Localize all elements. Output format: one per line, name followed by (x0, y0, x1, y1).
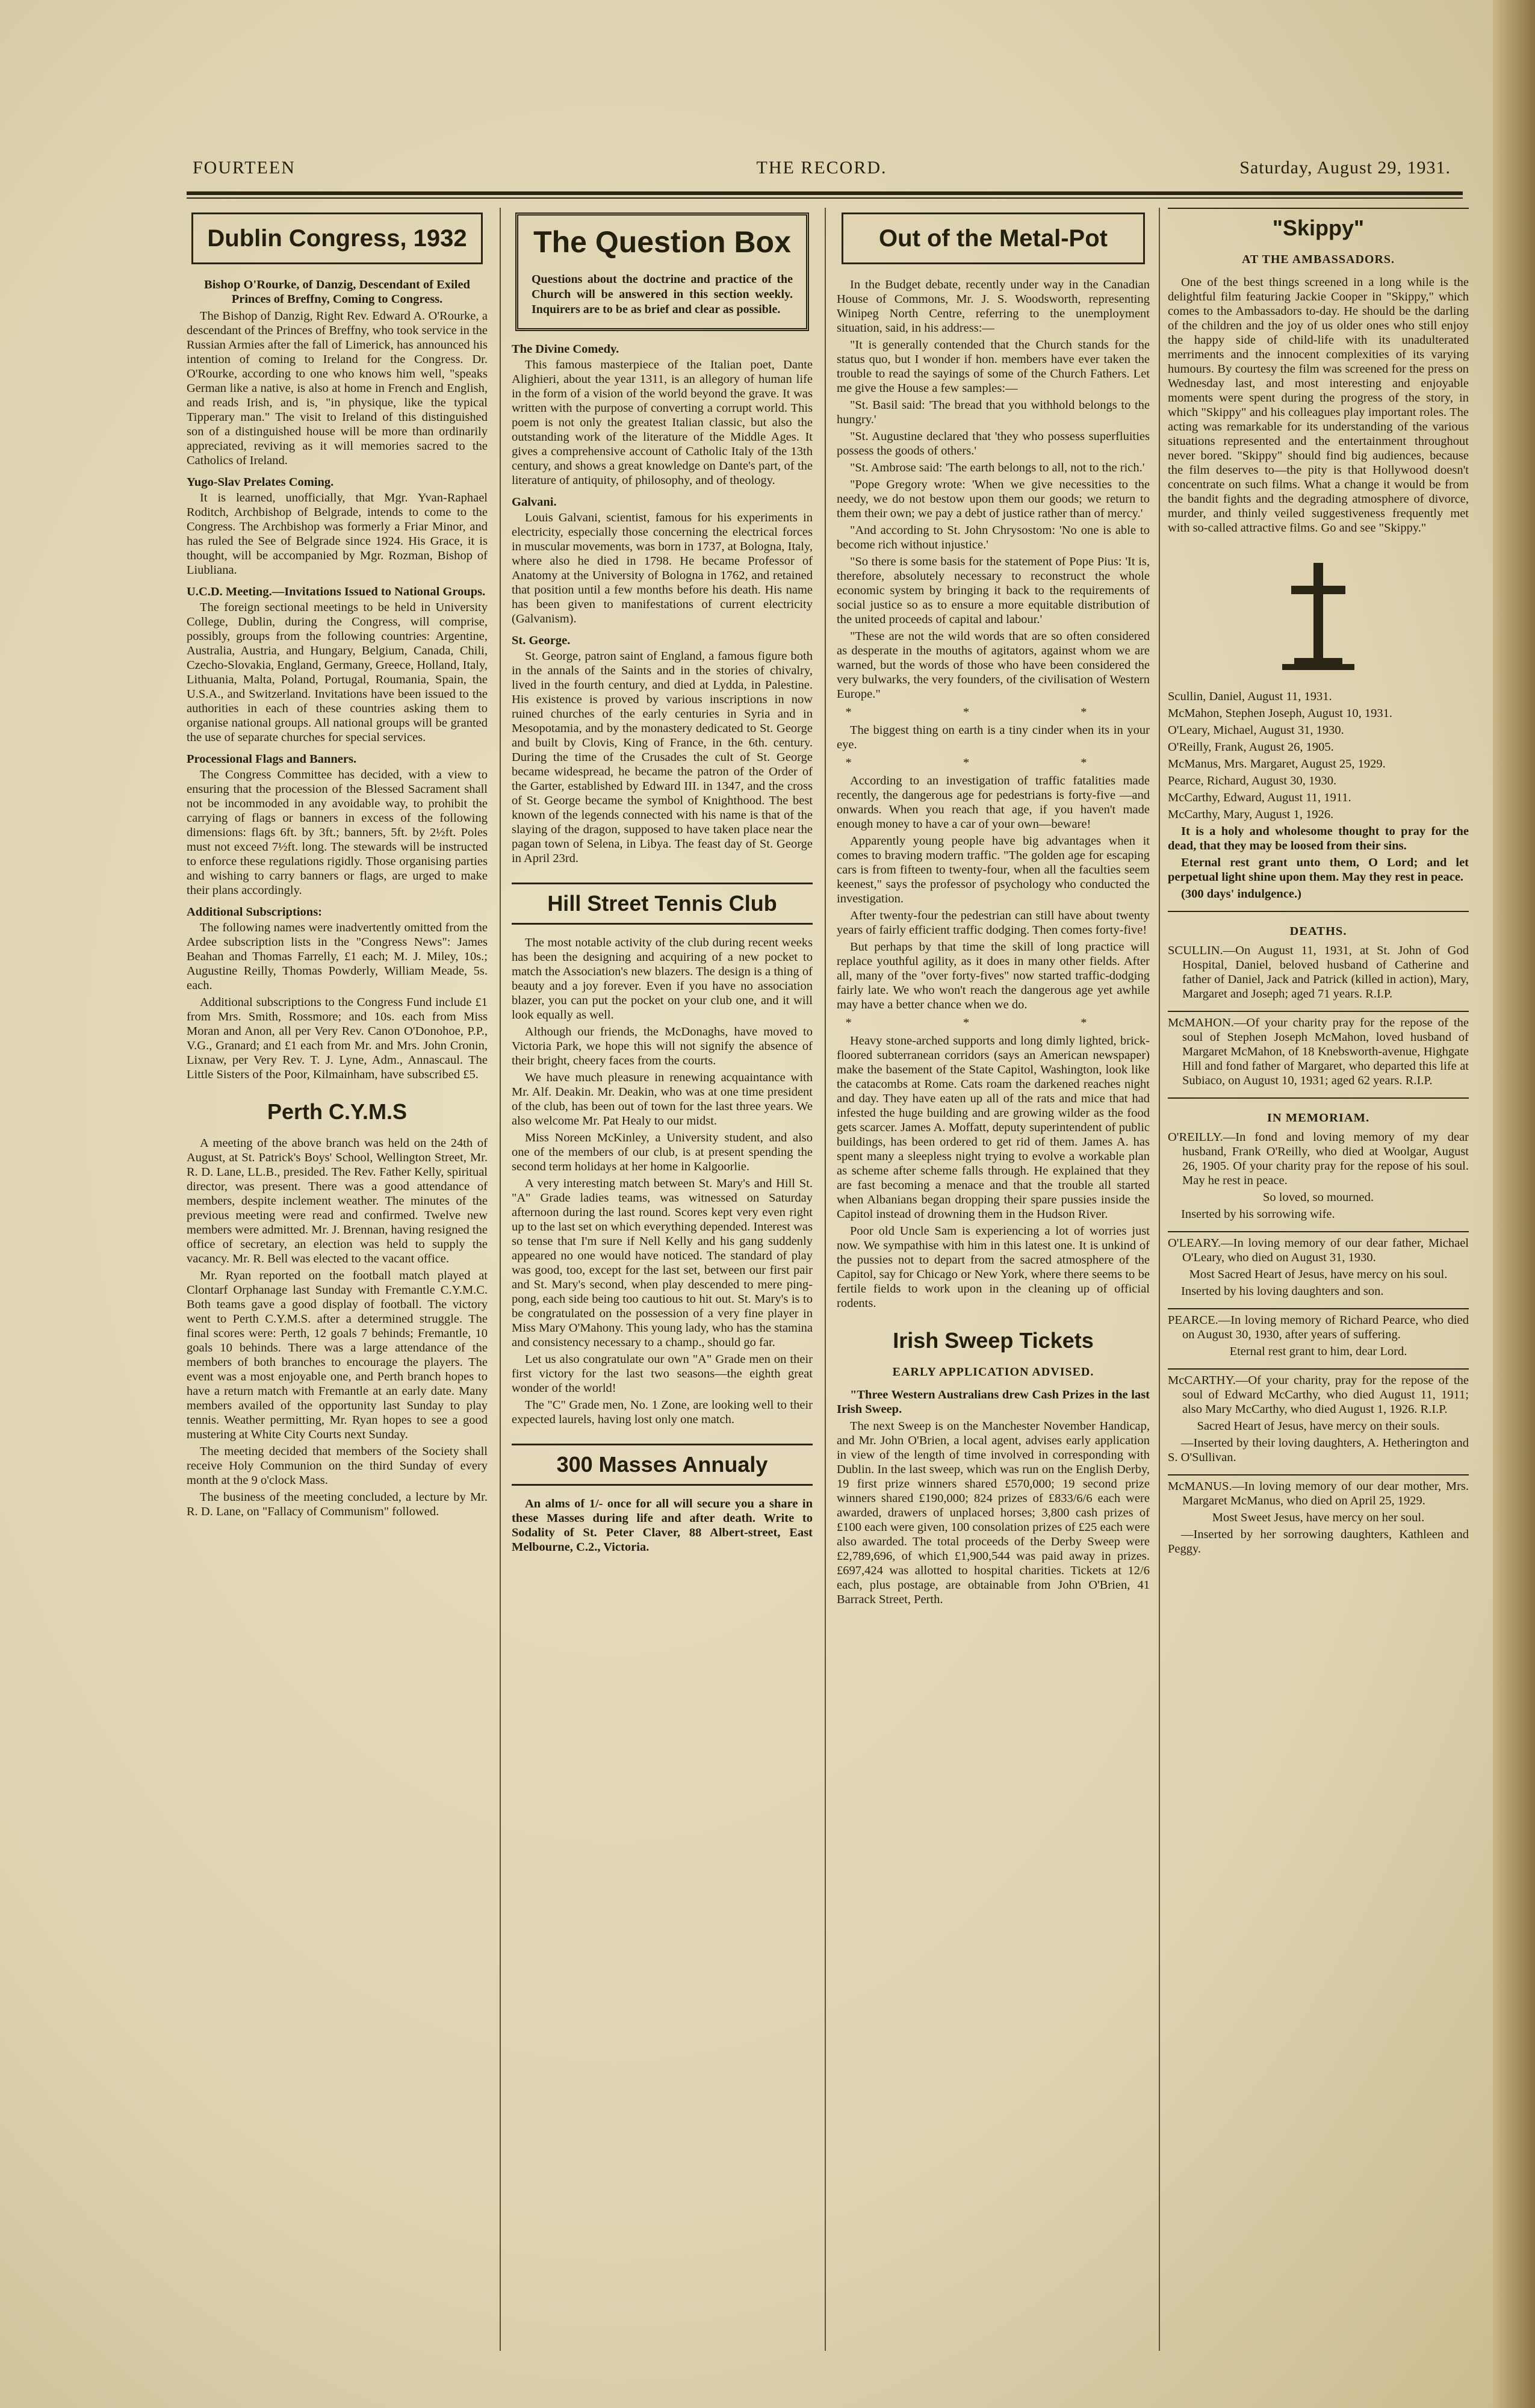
st-george-heading: St. George. (512, 634, 571, 647)
metal-pot-paragraph: The biggest thing on earth is a tiny cinder when its in your eye. (837, 724, 1150, 751)
metal-pot-paragraph: "St. Ambrose said: 'The earth belongs to all, not to the rich.' (850, 461, 1145, 474)
metal-pot-paragraph: In the Budget debate, recently under way in the Canadian House of Commons, Mr. J. S. Woodsworth, representing Winipeg North Centre, referring to the unemployment situation, said, in his address:— (837, 278, 1150, 335)
st-george-paragraph: St. George, patron saint of England, a famous figure both in the annals of the Saints and in the stories of chivalry, lived in the fourth century, and died at Lydda, in Palestine. His existence is proved by various inscriptions in now ruined churches of the early centuries in Syria and in Mesopotamia, and by the monastery dedicated to St. George and built by Clovis, King of France, in the 6th. century. During the time of the Crusades the cult of St. George became widespread, he became the patron of the Order of the Garter, established by Edward III. in 1347, and the cross of St. George became the symbol of Knighthood. The best known of the legends connected with his name is that of the slaying of the dragon, supposed to have taken place near the pagan town of Selena, in Libya. The feast day of St. George in April 23rd. (512, 650, 813, 865)
column-2 (512, 208, 813, 2369)
tennis-paragraph: Let us also congratulate our own "A" Grade men on their first victory for the last two seasons—the eighth great wonder of the world! (512, 1353, 813, 1395)
memoriam-verse: Most Sacred Heart of Jesus, have mercy on his soul. (1189, 1268, 1448, 1281)
metal-pot-paragraph: "St. Basil said: 'The bread that you withhold belongs to the hungry.' (837, 399, 1150, 426)
divider (1168, 1231, 1469, 1232)
binding-edge (1493, 0, 1535, 2408)
tennis-paragraph: Miss Noreen McKinley, a University student, and also one of the members of our club, is at present spending the second term holidays at her home in Kalgoorlie. (512, 1131, 813, 1173)
perth-paragraph: The business of the meeting concluded, a lecture by Mr. R. D. Lane, on "Fallacy of Communism" followed. (187, 1491, 488, 1518)
running-head (193, 158, 1451, 182)
anniversary-item: O'Leary, Michael, August 31, 1930. (1168, 724, 1344, 737)
tennis-paragraph: Although our friends, the McDonaghs, have moved to Victoria Park, we hope this will not signify the absence of their bright, cheery faces from the courts. (512, 1025, 813, 1067)
memoriam-verse: Most Sweet Jesus, have mercy on her soul. (1212, 1511, 1425, 1524)
ucd-heading: U.C.D. Meeting.—Invitations Issued to National Groups. (187, 585, 486, 598)
yugo-slav-heading: Yugo-Slav Prelates Coming. (187, 476, 334, 489)
metal-pot-paragraph: "Pope Gregory wrote: 'When we give necessities to the needy, we do not bestow upon them our goods; we return to them their own; we pay a debt of justice rather than of mercy.' (837, 478, 1150, 520)
memoriam-signature: —Inserted by her sorrowing daughters, Kathleen and Peggy. (1168, 1528, 1469, 1556)
anniversary-item: Pearce, Richard, August 30, 1930. (1168, 774, 1337, 787)
tennis-paragraph: A very interesting match between St. Mary's and Hill St. "A" Grade ladies teams, was witnessed on Saturday afternoon during the last round. Scores kept very even right up to the last set on which everything depended. Interest was so tense that I'm sure if Nell Kelly and his gang suddenly appeared no one would have noticed. The standard of play was good, too, except for the last set, between our first pair and St. Mary's second, when play descended to mere ping-pong, each side being too cautious to hit out. St. Mary's is to be congratulated on the possession of a very fine player in Miss Mary O'Mahony. This young lady, who has the stamina and consistency necessary to a champ., should go far. (512, 1177, 813, 1349)
skippy-heading: "Skippy" (1272, 216, 1365, 240)
section-separator: * * * (845, 1016, 1141, 1029)
masses-heading: 300 Masses Annualy (512, 1444, 813, 1486)
metal-pot-paragraph: "These are not the wild words that are so often considered as desperate in the mouths of agitators, against whom we are warned, but the words of those who have been considered the very bulwarks, the very founders, of the civilisation of Western Europe." (837, 630, 1150, 701)
memoriam-verse: So loved, so mourned. (1263, 1191, 1374, 1204)
dublin-paragraph: The Bishop of Danzig, Right Rev. Edward A. O'Rourke, a descendant of the Princes of Breffny, who took service in the Russian Armies after the fall of Limerick, has announced his intention of coming to Ireland for the Congress. Dr. O'Rourke, according to one who knows him well, "speaks German like a native, is also at home in French and English, and reads Irish, and is, "in physique, like the typical Tipperary man." The visit to Ireland of this distinguished son of a distinguished house will be more than ordinarily appreciated, reviving as it will memories sacred to the Catholics of Ireland. (187, 309, 488, 467)
top-rule (187, 191, 1463, 199)
anniversary-item: McManus, Mrs. Margaret, August 25, 1929. (1168, 757, 1386, 771)
section-separator: * * * (845, 756, 1141, 769)
skippy-subheading: AT THE AMBASSADORS. (1241, 253, 1395, 266)
metal-pot-heading: Out of the Metal-Pot (842, 213, 1145, 264)
tennis-club-heading: Hill Street Tennis Club (512, 883, 813, 925)
galvani-paragraph: Louis Galvani, scientist, famous for his experiments in electricity, especially those concerning the electrical forces in muscular movements, was born in 1737, at Bologna, Italy, where also he died in 1798. He became Professor of Anatomy at the University of Bologna in 1762, and retained that position until a few months before his death. His name has been given to manifestations of current electricity (Galvanism). (512, 511, 813, 625)
memoriam-notice: McMANUS.—In loving memory of our dear mother, Mrs. Margaret McManus, who died on April 25, 1929. (1168, 1480, 1469, 1507)
question-box-panel (515, 213, 809, 331)
memoriam-signature: —Inserted by their loving daughters, A. Hetherington and S. O'Sullivan. (1168, 1436, 1469, 1464)
metal-pot-paragraph: Heavy stone-arched supports and long dimly lighted, brick-floored subterranean corridors (says an American newspaper) make the basement of the State Capitol, Washington, look like the catacombs at Rome. Cats roam the darkened reaches night and day. They have eaten up all of the rats and mice that had infested the huge building and are growing wilder as the food gets scarcer. James A. Moffatt, deputy superintendent of public buildings, has been ordered to get rid of them. James A. has spent many a sleepless night trying to evolve a workable plan as scheme after scheme falls through. He explained that they are fast becoming a menace and that the trouble all started when Albanians began dropping their spare pussies inside the Capitol instead of drowning them in the Hudson River. (837, 1034, 1150, 1221)
masses-paragraph: An alms of 1/- once for all will secure you a share in these Masses during life and after death. Write to Sodality of St. Peter Claver, 88 Albert-street, East Melbourne, C.2., Victoria. (512, 1497, 813, 1554)
death-notice: SCULLIN.—On August 11, 1931, at St. John of God Hospital, Daniel, beloved husband of Catherine and father of Daniel, Jack and Patrick (killed in action), Mary, Margaret and Joseph; aged 71 years. R.I.P. (1168, 944, 1469, 1001)
memoriam-notice: PEARCE.—In loving memory of Richard Pearce, who died on August 30, 1930, after years of suffering. (1168, 1314, 1469, 1341)
sweep-lead: "Three Western Australians drew Cash Prizes in the last Irish Sweep. (837, 1388, 1150, 1416)
tennis-paragraph: The "C" Grade men, No. 1 Zone, are looking well to their expected laurels, having lost only one match. (512, 1398, 813, 1426)
metal-pot-paragraph: Poor old Uncle Sam is experiencing a lot of worries just now. We sympathise with him in this latest one. It is unkind of the pussies not to depart from the sacred atmosphere of the Capitol, say for Chicago or New York, where there seems to be fertile fields to work upon in the cleaning up of official rodents. (837, 1224, 1150, 1310)
death-notice: McMAHON.—Of your charity pray for the repose of the soul of Stephen Joseph McMahon, loved husband of Margaret McMahon, of 18 Knebsworth-avenue, Highgate Hill and fond father of Margaret, who departed this life at Subiaco, on August 10, 1931; aged 62 years. R.I.P. (1168, 1016, 1469, 1087)
column-3 (837, 208, 1150, 2369)
sweep-heading: Irish Sweep Tickets (893, 1328, 1094, 1353)
column-rule (825, 208, 826, 2351)
page-number: FOURTEEN (193, 158, 296, 178)
memorial-cross-icon (1270, 557, 1366, 677)
dublin-subhead: Bishop O'Rourke, of Danzig, Descendant of Exiled Princes of Breffny, Coming to Congress. (204, 278, 470, 306)
dublin-congress-heading: Dublin Congress, 1932 (191, 213, 483, 264)
question-box-blurb: Questions about the doctrine and practice of the Church will be answered in this section weekly. Inquirers are to be as brief and clear as possible. (532, 273, 793, 316)
prayer-text: Eternal rest grant unto them, O Lord; and let perpetual light shine upon them. May they rest in peace. (1168, 856, 1469, 884)
metal-pot-paragraph: After twenty-four the pedestrian can still have about twenty years of fairly efficient traffic dodging. Then comes forty-five! (837, 909, 1150, 937)
section-separator: * * * (845, 706, 1141, 719)
metal-pot-paragraph: Apparently young people have big advantages when it comes to braving modern traffic. "The golden age for escaping cars is from fifteen to twenty-four, when all the faculties seem keenest," says the professor of psychology who conducted the investigation. (837, 834, 1150, 905)
column-1 (187, 208, 488, 2369)
processional-paragraph: The Congress Committee has decided, with a view to ensuring that the procession of the Blessed Sacrament shall not be incommoded in any avoidable way, to prohibit the carrying of flags or banners in excess of the following dimensions: flags 6ft. by 3ft.; banners, 5ft. by 2½ft. Poles must not exceed 7½ft. long. The stewards will be instructed to enforce these regulations rigidly. Those organising parties and wishing to carry banners or flags, are urged to make their plans accordingly. (187, 768, 488, 897)
anniversary-list (1168, 689, 1469, 822)
sweep-paragraph: The next Sweep is on the Manchester November Handicap, and Mr. John O'Brien, a local agent, advises early application in view of the length of time involved in corresponding with Dublin. In the last sweep, which was run on the English Derby, 19 first prize winners shared £570,000; 19 second prize winners shared £190,000; 824 prizes of £833/6/6 each were awarded, drawers of unplaced horses; 3,800 cash prizes of £100 each were given, 100 consolation prizes of £25 each were also awarded. The total proceeds of the Derby Sweep were £2,789,696, of which £1,900,544 was paid away in prizes. £697,424 was allotted to hospital charities. Tickets at 12/6 each, plus postage, are obtainable from John O'Brien, 41 Barrack Street, Perth. (837, 1420, 1150, 1606)
prayer-text: It is a holy and wholesome thought to pray for the dead, that they may be loosed from their sins. (1168, 825, 1469, 852)
column-4 (1168, 208, 1469, 2369)
metal-pot-paragraph: But perhaps by that time the skill of long practice will replace youthful agility, as it does in many other fields. After all, many of the "over forty-fives" now started traffic-dodging fairly late. We who won't reach the dangerous age yet awhile may have a better chance when we do. (837, 940, 1150, 1011)
divine-comedy-paragraph: This famous masterpiece of the Italian poet, Dante Alighieri, about the year 1311, is an allegory of human life in the form of a vision of the world beyond the grave. It was written with the purpose of converting a corrupt world. This poem is not only the greatest Italian classic, but also the outstanding work of the literature of the Middle Ages. It gives a comprehensive account of Catholic Italy of the 13th century, and shows a great knowledge on Dante's part, of the literature of antiquity, of philosophy, and of theology. (512, 358, 813, 487)
metal-pot-paragraph: According to an investigation of traffic fatalities made recently, the dangerous age for pedestrians is forty-five —and onwards. When you reach that age, if you haven't made enough money to have a car of your own—beware! (837, 774, 1150, 831)
perth-cyms-heading: Perth C.Y.M.S (267, 1099, 408, 1124)
perth-paragraph: Mr. Ryan reported on the football match played at Clontarf Orphanage last Sunday with Fremantle C.Y.M.C. Both teams gave a good display of football. The victory went to Perth C.Y.M.S. after a determined struggle. The final scores were: Perth, 12 goals 7 behinds; Fremantle, 10 goals 10 behinds. There was a large attendance of the members of both branches to encourage the players. The event was a most enjoyable one, and Perth branch hopes to have a return match with Fremantle at an early date. Many members availed of the opportunity last Sunday to play tennis. Weather permitting, Mr. Ryan hopes to see a good mustering at White City Courts next Sunday. (187, 1269, 488, 1441)
subscriptions-heading: Additional Subscriptions: (187, 905, 322, 919)
column-rule (1159, 208, 1160, 2351)
memoriam-signature: Inserted by his loving daughters and son. (1181, 1285, 1384, 1298)
anniversary-item: Scullin, Daniel, August 11, 1931. (1168, 690, 1332, 703)
anniversary-item: McCarthy, Edward, August 11, 1911. (1168, 791, 1351, 804)
tennis-paragraph: We have much pleasure in renewing acquaintance with Mr. Alf. Deakin. Mr. Deakin, who was at one time president of the club, has been out of town for the last three years. We also welcome Mr. Pat Healy to our midst. (512, 1071, 813, 1128)
anniversary-item: O'Reilly, Frank, August 26, 1905. (1168, 740, 1334, 754)
subscriptions-paragraph: The following names were inadvertently omitted from the Ardee subscription lists in the "Congress News": James Beahan and Thomas Farrelly, £1 each; M. J. Miley, 10s.; Augustine Reilly, Thomas Powderly, William Meade, 5s. each. (187, 921, 488, 992)
metal-pot-paragraph: "It is generally contended that the Church stands for the status quo, but I wonder if hon. members have ever taken the trouble to read the sayings of some of the Church Fathers. Let me give the House a few samples:— (837, 338, 1150, 395)
divider (1168, 1474, 1469, 1476)
perth-paragraph: The meeting decided that members of the Society shall receive Holy Communion on the third Sunday of every month at the 9 o'clock Mass. (187, 1445, 488, 1487)
memoriam-verse: Eternal rest grant to him, dear Lord. (1229, 1345, 1407, 1358)
galvani-heading: Galvani. (512, 495, 557, 509)
question-box-heading: The Question Box (533, 225, 791, 259)
yugo-slav-paragraph: It is learned, unofficially, that Mgr. Yvan-Raphael Roditch, Archbishop of Belgrade, intends to come to the Congress. The Archbishop was formerly a Friar Minor, and has ruled the See of Belgrade since 1924. His Grace, it is thought, will be accompanied by Mgr. Rozman, Bishop of Liubliana. (187, 491, 488, 577)
subscriptions-paragraph: Additional subscriptions to the Congress Fund include £1 from Mrs. Smith, Rossmore; and 10s. each from Miss Moran and Anon, all per Very Rev. Canon O'Donohoe, P.P., V.G., Granard; and £1 each from Mr. and Mrs. John Cronin, Lixnaw, per Very Rev. T. J. Lyne, Adm., Annascaul. The Little Sisters of the Poor, Kilmainham, have subscribed £5. (187, 996, 488, 1081)
memoriam-signature: Inserted by his sorrowing wife. (1181, 1208, 1335, 1221)
memoriam-heading: IN MEMORIAM. (1267, 1111, 1370, 1125)
memoriam-notice: O'LEARY.—In loving memory of our dear father, Michael O'Leary, who died on August 31, 1930. (1168, 1237, 1469, 1264)
memoriam-verse: Sacred Heart of Jesus, have mercy on their souls. (1197, 1420, 1440, 1433)
issue-date: Saturday, August 29, 1931. (1239, 158, 1451, 178)
perth-paragraph: A meeting of the above branch was held on the 24th of August, at St. Patrick's Boys' School, Wellington Street, Mr. R. D. Lane, LL.B., presided. The Rev. Father Kelly, spiritual director, was present. There was a good attendance of members, despite inclement weather. The minutes of the previous meeting were read and confirmed. Twelve new members were admitted. Mr. J. Brennan, having resigned the office of secretary, an election was held to supply the vacancy. Mr. R. Bell was elected to the vacant office. (187, 1137, 488, 1265)
metal-pot-paragraph: "St. Augustine declared that 'they who possess superfluities possess the goods of others.' (837, 430, 1150, 458)
divider (1168, 911, 1469, 912)
divider (1168, 208, 1469, 209)
deaths-heading: DEATHS. (1289, 925, 1347, 938)
divider (1168, 1097, 1469, 1099)
divider (1168, 1368, 1469, 1370)
divider (1168, 1308, 1469, 1309)
memoriam-notice: McCARTHY.—Of your charity, pray for the repose of the soul of Edward McCarthy, who died August 11, 1911; also Mary McCarthy, who died August 1, 1926. R.I.P. (1168, 1374, 1469, 1416)
memoriam-notice: O'REILLY.—In fond and loving memory of my dear husband, Frank O'Reilly, who died at Woolgar, August 26, 1905. Of your charity pray for the repose of his soul. May he rest in peace. (1168, 1131, 1469, 1187)
ucd-paragraph: The foreign sectional meetings to be held in University College, Dublin, during the Congress, will comprise, possibly, groups from the following countries: Argentine, Australia, Austria, and Hungary, Belgium, Canada, Chili, Czecho-Slovakia, England, Germany, Greece, Holland, Italy, Lithuania, Malta, Poland, Portugal, Roumania, Spain, the U.S.A., and Switzerland. Invitations have been issued to the authorities in each of these countries asking them to organise national groups. All national groups will be granted the use of separate churches for special services. (187, 601, 488, 744)
publication-title: THE RECORD. (756, 158, 887, 178)
skippy-paragraph: One of the best things screened in a long while is the delightful film featuring Jackie Cooper in "Skippy," which comes to the Ambassadors to-day. He should be the darling of the children and the joy of us older ones who still enjoy the happy side of child-life with its unadulterated merriments and the innocent complexities of its varying humours. By courtesy the film was screened for the press on Wednesday last, and most interesting and enjoyable moments were spent during the progress of the story, in which "Skippy" and his colleagues play important roles. The acting was remarkable for its understanding of the various situations represented and the entertainment throughout never bored. "Skippy" should find big audiences, because the film deserves to—the pity is that Hollywood doesn't concentrate on such films. What a change it would be from the bandit fights and the degrading atmosphere of divorce, murder, and thinly veiled suggestiveness frequently met with so-called attractive films. Go and see "Skippy." (1168, 276, 1469, 535)
column-rule (500, 208, 501, 2351)
metal-pot-paragraph: "So there is some basis for the statement of Pope Pius: 'It is, therefore, absolutely necessary to reconstruct the whole economic system by bringing it back to the requirements of social justice so as to ensure a more equitable distribution of the united proceeds of capital and labour.' (837, 555, 1150, 626)
tennis-paragraph: The most notable activity of the club during recent weeks has been the designing and acquiring of a new pocket to match the Association's new blazers. The design is a thing of beauty and a joy forever. Even if you have no association blazer, you can put the pocket on your club one, and it will look equally as well. (512, 936, 813, 1022)
metal-pot-paragraph: "And according to St. John Chrysostom: 'No one is able to become rich without injustice.' (837, 524, 1150, 551)
processional-heading: Processional Flags and Banners. (187, 752, 357, 766)
sweep-subheading: EARLY APPLICATION ADVISED. (892, 1365, 1094, 1379)
anniversary-item: McCarthy, Mary, August 1, 1926. (1168, 808, 1334, 821)
indulgence-note: (300 days' indulgence.) (1181, 887, 1301, 901)
divider (1168, 1011, 1469, 1012)
anniversary-item: McMahon, Stephen Joseph, August 10, 1931. (1168, 707, 1392, 720)
divine-comedy-heading: The Divine Comedy. (512, 343, 619, 356)
